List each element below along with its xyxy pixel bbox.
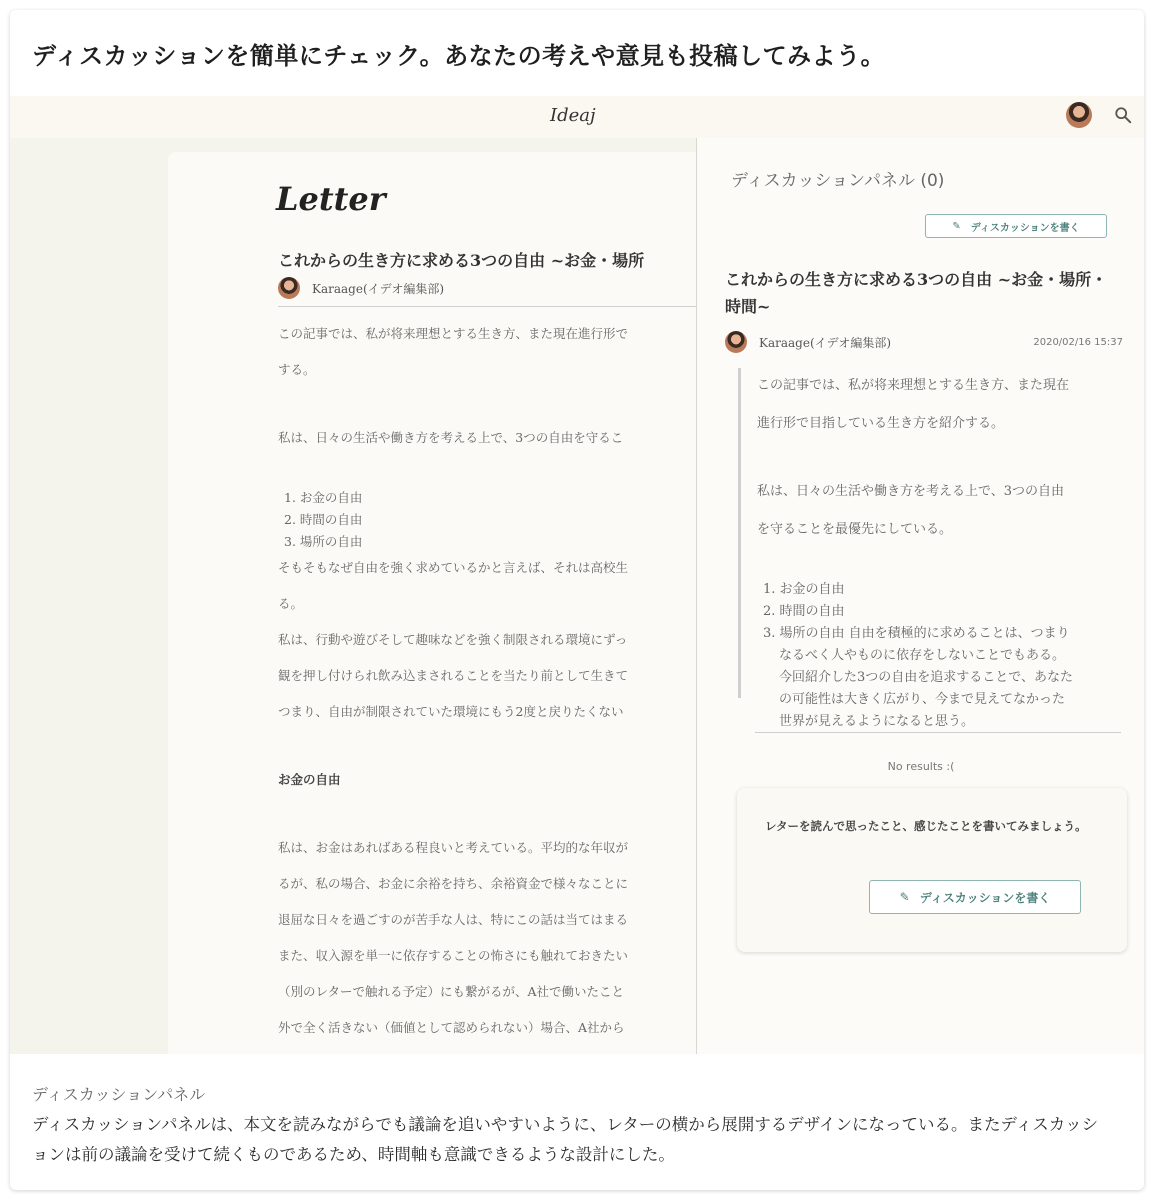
author-avatar[interactable]: [725, 331, 747, 353]
quote-list-item: 3. 場所の自由 自由を積極的に求めることは、つまり: [763, 626, 1070, 641]
feature-headline: ディスカッションを簡単にチェック。あなたの考えや意見も投稿してみよう。: [32, 42, 886, 70]
letter-list-item: 3. 場所の自由: [284, 534, 363, 549]
letter-paragraph: する。: [278, 362, 316, 377]
app-logo[interactable]: Ideaj: [550, 105, 596, 126]
letter-paragraph: つまり、自由が制限されていた環境にもう2度と戻りたくない: [278, 704, 624, 719]
quote-line: なるべく人やものに依存をしないことでもある。: [779, 648, 1066, 663]
letter-paragraph: 外で全く活きない（価値として認められない）場合、A社から: [278, 1020, 625, 1035]
empty-message: レターを読んで思ったこと、感じたことを書いてみましょう。: [765, 819, 1087, 833]
letter-paragraph: 私は、行動や遊びそして趣味などを強く制限される環境にずっ: [278, 632, 628, 647]
quote-line: を守ることを最優先にしている。: [757, 522, 953, 537]
letter-paragraph: 観を押し付けられ飲み込まされることを当たり前として生きて: [278, 668, 629, 683]
author-avatar: [278, 277, 300, 299]
quote-line: の可能性は大きく広がり、今まで見えてなかった: [779, 692, 1066, 707]
write-discussion-button[interactable]: [925, 214, 1107, 238]
letter-paragraph: この記事では、私が将来理想とする生き方、また現在進行形で: [278, 326, 629, 341]
write-discussion-label: ディスカッションを書く: [919, 890, 1051, 905]
caption-text: ディスカッションパネルは、本文を読みながらでも議論を追いやすいように、レターの横から展開するデザインになっている。またディスカッションは前の議論を受けて続くものであるため、時間軸も意識できるような設計にした。: [32, 1115, 1099, 1164]
letter-paragraph: 私は、お金はあればある程良いと考えている。平均的な年収が: [278, 840, 629, 855]
letter-paragraph: るが、私の場合、お金に余裕を持ち、余裕資金で様々なことに: [278, 876, 629, 891]
discussion-panel: [696, 138, 1144, 1054]
pen-icon: ✎: [899, 890, 910, 904]
quote-list-item: 1. お金の自由: [763, 582, 845, 597]
quote-list-item: 2. 時間の自由: [763, 604, 845, 619]
panel-title: ディスカッションパネル (0): [731, 171, 945, 191]
quote-line: 私は、日々の生活や働き方を考える上で、3つの自由: [757, 484, 1065, 499]
quote-line: この記事では、私が将来理想とする生き方、また現在: [757, 378, 1070, 393]
quote-line: 世界が見えるようになると思う。: [779, 714, 975, 729]
letter-paragraph: また、収入源を単一に依存することの怖さにも触れておきたい: [278, 948, 629, 963]
quote-line: 進行形で目指している生き方を紹介する。: [757, 416, 1005, 431]
divider: [755, 732, 1121, 733]
write-discussion-button[interactable]: [869, 880, 1081, 914]
feature-card: [10, 10, 1144, 1190]
letter-paragraph: 私は、日々の生活や働き方を考える上で、3つの自由を守るこ: [278, 430, 624, 445]
author-name[interactable]: Karaage(イデオ編集部): [759, 335, 892, 350]
post-date: 2020/02/16 15:37: [1033, 336, 1123, 348]
quote-bar: [738, 368, 741, 698]
quote-line: 今回紹介した3つの自由を追求することで、あなた: [779, 670, 1074, 685]
letter-paragraph: そもそもなぜ自由を強く求めているかと言えば、それは高校生: [278, 560, 629, 575]
app-header: [10, 96, 1144, 138]
letter-page: [168, 152, 728, 1054]
divider: [278, 306, 738, 307]
letter-paragraph: 退屈な日々を過ごすのが苦手な人は、特にこの話は当てはまる: [278, 912, 629, 927]
empty-discussion-card: [737, 788, 1127, 952]
avatar-icon[interactable]: [1066, 102, 1092, 128]
caption-label: ディスカッションパネル: [32, 1085, 206, 1104]
post-author: [725, 330, 1123, 354]
letter-paragraph: （別のレターで触れる予定）にも繋がるが、A社で働いたこと: [278, 984, 625, 999]
write-discussion-label: ディスカッションを書く: [970, 222, 1080, 234]
letter-logo: Letter: [276, 180, 386, 218]
app-screenshot: [10, 96, 1144, 1054]
pen-icon: ✎: [952, 220, 961, 232]
letter-author[interactable]: [278, 276, 444, 300]
post-title: これからの生き方に求める3つの自由 ~お金・場所・時間~: [725, 270, 1108, 316]
no-results-text: No results :(: [887, 760, 955, 773]
letter-paragraph: る。: [278, 596, 304, 611]
letter-title: これからの生き方に求める3つの自由 ~お金・場所: [278, 251, 645, 270]
letter-list-item: 1. お金の自由: [284, 490, 363, 505]
letter-heading: お金の自由: [278, 772, 341, 787]
author-name: Karaage(イデオ編集部): [312, 281, 445, 296]
letter-list-item: 2. 時間の自由: [284, 512, 363, 527]
search-icon[interactable]: [1114, 106, 1134, 126]
